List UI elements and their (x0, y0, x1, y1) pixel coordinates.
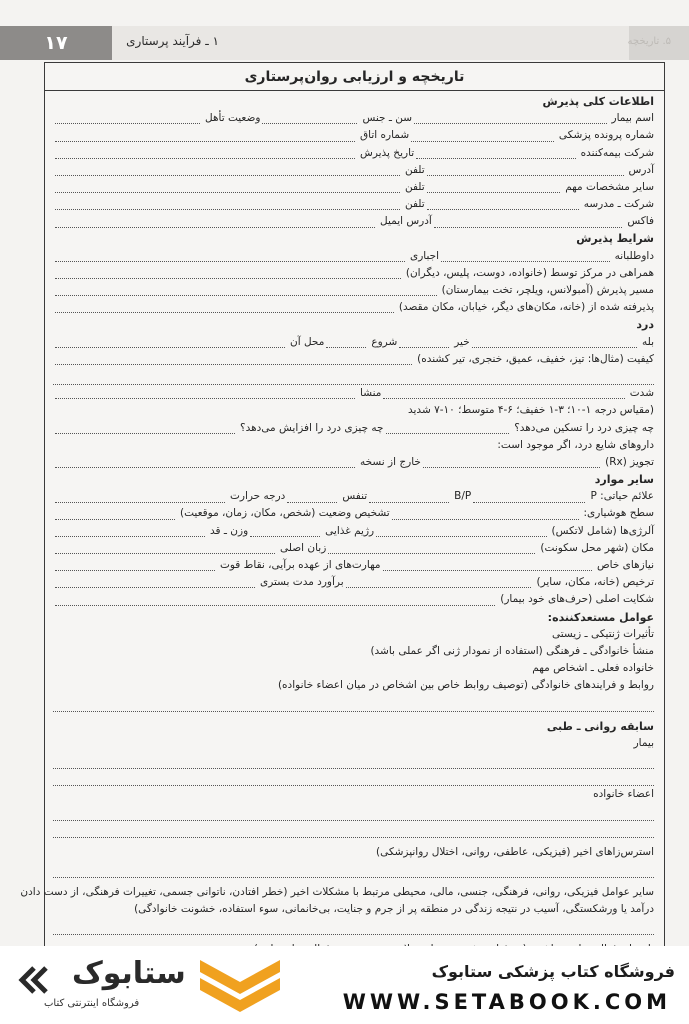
form-title: تاریخچه و ارزیابی روان‌پرستاری (45, 63, 664, 91)
form-row (53, 402, 654, 419)
fill-line[interactable] (383, 561, 592, 571)
fill-line[interactable] (326, 338, 366, 348)
field-label: تلفن (405, 198, 425, 211)
fill-line[interactable] (328, 544, 535, 554)
field-label: تلفن (405, 180, 425, 193)
fill-line[interactable] (55, 578, 255, 588)
field-label: آدرس (628, 163, 654, 176)
form-row (53, 213, 654, 230)
fill-line[interactable] (55, 355, 412, 365)
field-label: روابط و فرایندهای خانوادگی (توصیف روابط خاص بین اشخاص در میان اعضاء خانواده) (277, 679, 654, 692)
field-label: خانواده فعلی ـ اشخاص مهم (532, 662, 654, 675)
fill-line[interactable] (416, 149, 575, 159)
field-label: مسیر پذیرش (آمبولانس، ویلچر، تخت بیمارستان) (441, 284, 654, 297)
field-label: درآمد یا ورشکستگی، آسیب در نتیجه زندگی در منطقه پر از جرم و جنایت، بی‌خانمانی، سوء استفاده، خشونت خانوادگی) (134, 903, 654, 916)
faded-tab-text: ۵. تاریخچه (627, 36, 671, 47)
fill-line[interactable] (55, 269, 401, 279)
page-number: ۱۷ (0, 26, 112, 60)
field-label: وضعیت تأهل (205, 112, 261, 125)
section-heading-pain: درد (636, 318, 654, 332)
fill-line[interactable] (399, 338, 449, 348)
field-label: شرکت ـ مدرسه (583, 198, 654, 211)
logo-wordmark: ستابوک (72, 956, 186, 991)
fill-line[interactable] (473, 493, 585, 503)
field-label: سطح هوشیاری: (583, 507, 654, 520)
field-label: تنفس (342, 490, 368, 503)
field-label: فاکس (627, 215, 654, 228)
blank-fill-line[interactable] (53, 752, 654, 769)
field-label: چه چیزی درد را افزایش می‌دهد؟ (240, 421, 384, 434)
section-heading-other: سایر موارد (594, 473, 654, 487)
form-row (53, 643, 654, 660)
field-label: بیمار (633, 736, 654, 749)
field-label: خارج از نسخه (360, 455, 421, 468)
field-label: تاریخ پذیرش (360, 146, 415, 159)
field-label: چه چیزی درد را تسکین می‌دهد؟ (514, 421, 654, 434)
blank-fill-line[interactable] (53, 861, 654, 878)
fill-line[interactable] (427, 183, 560, 193)
fill-line[interactable] (411, 132, 554, 142)
form-row (53, 557, 654, 574)
field-label: شماره پرونده پزشکی (558, 129, 654, 142)
field-label: شکایت اصلی (حرف‌های خود بیمار) (500, 593, 654, 606)
fill-line[interactable] (472, 338, 637, 348)
field-label: B/P (454, 490, 472, 503)
fill-line[interactable] (55, 218, 375, 228)
form-row (53, 660, 654, 677)
field-label: مهارت‌های از عهده برآیی، نقاط قوت (220, 559, 381, 572)
fill-line[interactable] (383, 389, 624, 399)
field-label: آلرژی‌ها (شامل لاتکس) (551, 524, 654, 537)
fill-line[interactable] (423, 458, 600, 468)
form-row (53, 145, 654, 162)
section-heading-predisposing: عوامل مستعدکننده: (547, 610, 654, 624)
field-label: علائم حیاتی: P (590, 490, 654, 503)
form-row (20, 878, 654, 901)
fill-line[interactable] (427, 200, 579, 210)
fill-line[interactable] (55, 389, 355, 399)
form-row (53, 351, 654, 368)
fill-line[interactable] (55, 544, 275, 554)
blank-fill-line[interactable] (53, 695, 654, 712)
field-label: آدرس ایمیل (380, 215, 432, 228)
field-label: اسم بیمار (611, 112, 654, 125)
field-label: تأثیرات ژنتیکی ـ زیستی (551, 627, 654, 640)
field-label: استرس‌زاهای اخیر (فیزیکی، عاطفی، روانی، اختلال روانپزشکی) (375, 845, 654, 858)
field-label: کیفیت (مثال‌ها: تیز، خفیف، عمیق، خنجری، تیر کشنده) (417, 352, 654, 365)
blank-fill-line[interactable] (53, 918, 654, 935)
field-label: شرکت بیمه‌کننده (580, 146, 654, 159)
field-label: شدت (629, 387, 654, 400)
section-heading-conditions: شرایط پذیرش (576, 232, 654, 246)
field-label: اجباری (410, 249, 440, 262)
form-row (53, 506, 654, 523)
fill-line[interactable] (392, 510, 579, 520)
blank-fill-line[interactable] (53, 821, 654, 838)
form-row (53, 127, 654, 144)
form-row (53, 454, 654, 471)
fill-line[interactable] (55, 458, 355, 468)
fill-line[interactable] (250, 527, 320, 537)
form-row (53, 677, 654, 694)
section-heading-general: اطلاعات کلی پذیرش (542, 94, 654, 108)
fill-line[interactable] (55, 424, 235, 434)
field-label: وزن ـ قد (210, 524, 249, 537)
form-row (53, 265, 654, 282)
fill-line[interactable] (55, 132, 355, 142)
assessment-form (20, 62, 665, 946)
blank-fill-line[interactable] (53, 368, 654, 385)
fill-line[interactable] (376, 527, 546, 537)
fill-line[interactable] (55, 200, 400, 210)
field-label: (مقیاس درجه ۱-۱۰؛ ۳-۱ خفیف؛ ۶-۴ متوسط؛ ۱۰-۷ شدید (408, 404, 654, 417)
form-row (53, 838, 654, 861)
form-row (53, 420, 654, 437)
field-label: زبان اصلی (280, 541, 327, 554)
field-label: اعضاء خانواده (593, 788, 654, 801)
form-row (53, 574, 654, 591)
form-row (53, 735, 654, 752)
fill-line[interactable] (55, 527, 205, 537)
field-label: بله (641, 335, 654, 348)
field-label: برآورد مدت بستری (260, 576, 344, 589)
fill-line[interactable] (262, 114, 357, 124)
fill-line[interactable] (55, 561, 215, 571)
form-row (53, 786, 654, 803)
field-label: داوطلبانه (614, 249, 654, 262)
form-row (53, 196, 654, 213)
fill-line[interactable] (55, 596, 495, 606)
field-label: همراهی در مرکز توسط (خانواده، دوست، پلیس، دیگران) (405, 266, 654, 279)
fill-line[interactable] (55, 114, 200, 124)
field-label: خیر (454, 335, 470, 348)
form-row (53, 110, 654, 127)
form-content (20, 93, 654, 976)
form-row (53, 540, 654, 557)
field-label: شروع (371, 335, 398, 348)
fill-line[interactable] (55, 166, 400, 176)
field-label: محل آن (290, 335, 325, 348)
field-label: سن ـ جنس (362, 112, 413, 125)
form-row (53, 334, 654, 351)
form-row (53, 299, 654, 316)
field-label: درجه حرارت (230, 490, 286, 503)
store-url[interactable]: WWW.SETABOOK.COM (342, 990, 671, 1014)
fill-line[interactable] (287, 493, 337, 503)
fill-line[interactable] (414, 114, 606, 124)
field-label: رژیم غذایی (325, 524, 375, 537)
form-row (53, 437, 654, 454)
field-label: پذیرفته شده از (خانه، مکان‌های دیگر، خیابان، مکان مقصد) (398, 301, 654, 314)
form-row (53, 488, 654, 505)
fill-line[interactable] (427, 166, 624, 176)
blank-fill-line[interactable] (53, 769, 654, 786)
fill-line[interactable] (434, 218, 623, 228)
form-row (53, 591, 654, 608)
field-label: نیازهای خاص (596, 559, 654, 572)
fill-line[interactable] (55, 338, 285, 348)
fill-line[interactable] (369, 493, 449, 503)
field-label: ترخیص (خانه، مکان، سایر) (536, 576, 654, 589)
store-name: فروشگاه کتاب پزشکی ستابوک (431, 962, 675, 981)
field-label: منشا (360, 387, 382, 400)
field-label: تلفن (405, 163, 425, 176)
logo-tagline: فروشگاه اینترنتی کتاب (44, 998, 140, 1009)
fill-line[interactable] (55, 149, 355, 159)
fill-line[interactable] (346, 578, 532, 588)
fill-line[interactable] (441, 252, 610, 262)
form-row (53, 523, 654, 540)
section-heading-history: سابقه روانی ـ طبی (546, 719, 654, 733)
form-row (53, 385, 654, 402)
form-row (53, 901, 654, 918)
field-label: داروهای شایع درد، اگر موجود است: (497, 438, 654, 451)
fill-line[interactable] (55, 183, 400, 193)
field-label: سایر مشخصات مهم (565, 180, 654, 193)
field-label: تجویز (Rx) (605, 455, 654, 468)
field-label: منشأ خانوادگی ـ فرهنگی (استفاده از نمودار ژنی اگر عملی باشد) (370, 644, 654, 657)
form-row (53, 282, 654, 299)
chapter-title: ۱ ـ فرآیند پرستاری (126, 34, 219, 48)
fill-line[interactable] (55, 510, 175, 520)
fill-line[interactable] (55, 493, 225, 503)
fill-line[interactable] (386, 424, 510, 434)
field-label: سایر عوامل فیزیکی، روانی، فرهنگی، جنسی، مالی، محیطی مرتبط با مشکلات اخیر (خطر افتادن، ناتوانی جسمی، تغییرات فرهنگی، از دست دادن (20, 885, 654, 898)
form-row (53, 162, 654, 179)
field-label: مکان (شهر محل سکونت) (540, 541, 654, 554)
fill-line[interactable] (55, 286, 437, 296)
form-row (53, 179, 654, 196)
fill-line[interactable] (55, 252, 405, 262)
field-label: تشخیص وضعیت (شخص، مکان، زمان، موقعیت) (180, 507, 390, 520)
field-label: شماره اتاق (360, 129, 410, 142)
fill-line[interactable] (55, 303, 394, 313)
form-row (53, 626, 654, 643)
blank-fill-line[interactable] (53, 804, 654, 821)
form-row (53, 248, 654, 265)
